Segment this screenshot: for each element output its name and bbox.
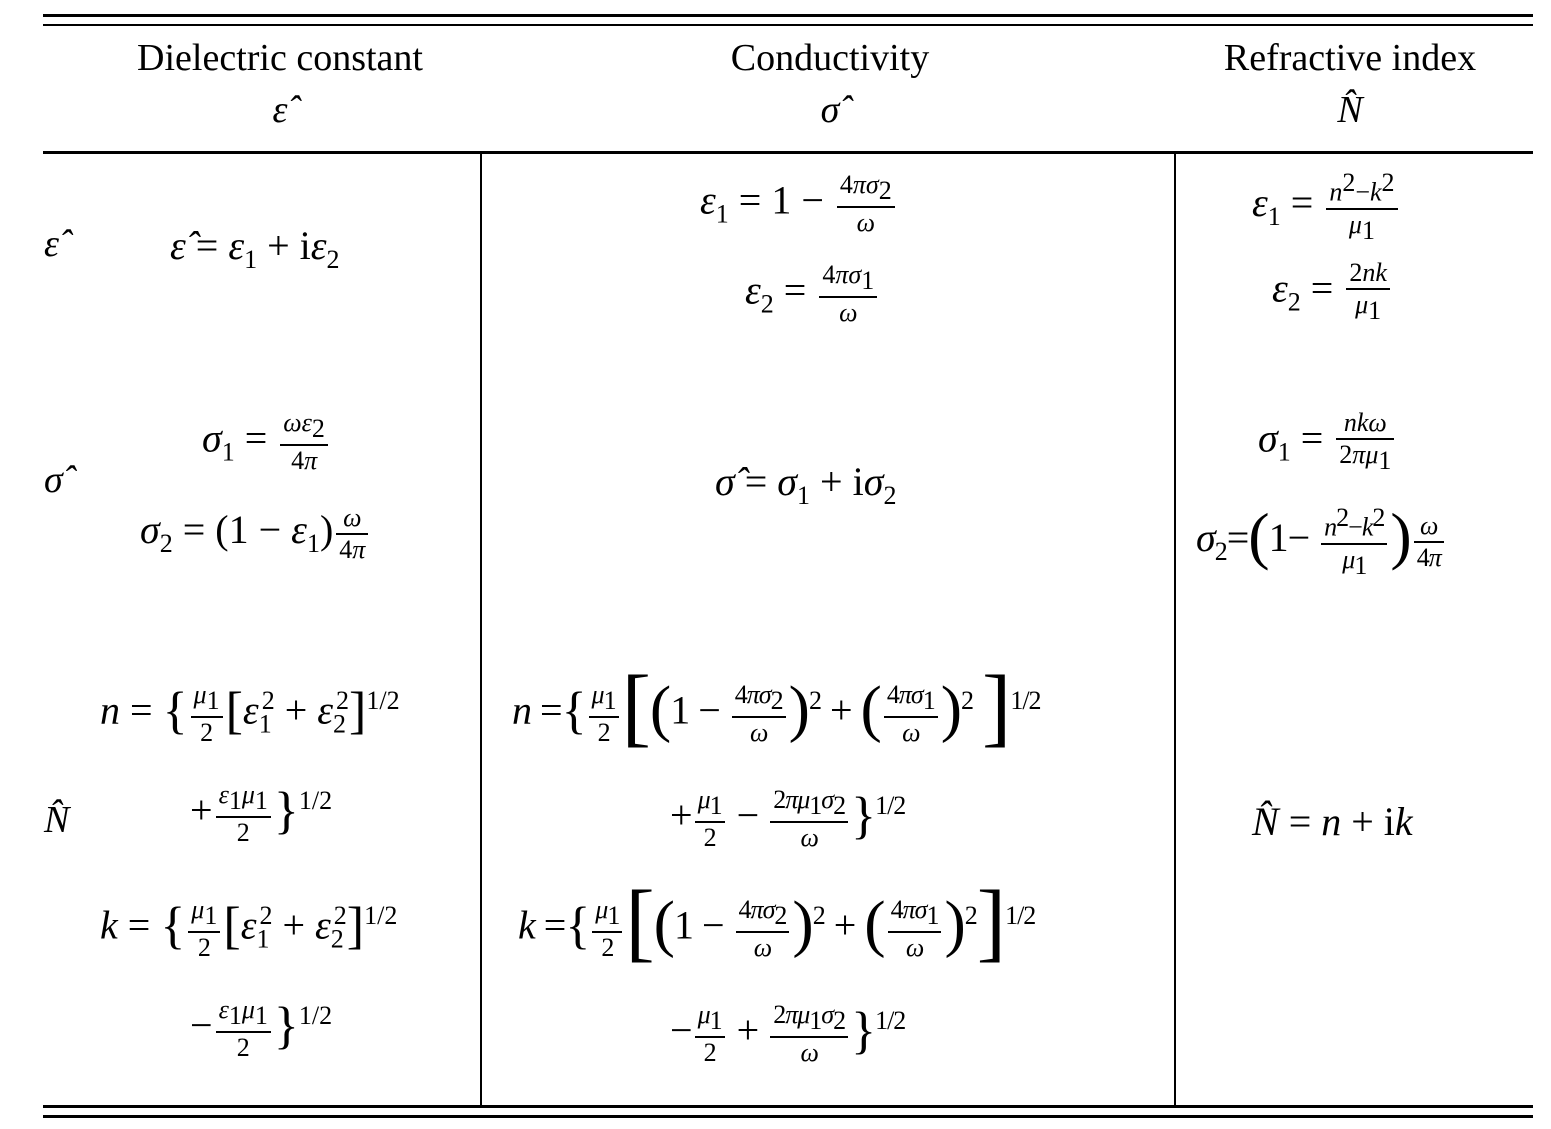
row-label-epsilon: ε̂ [44, 223, 59, 265]
bottom-rule-1 [43, 1105, 1533, 1108]
cell-eps-sigma: $\varepsilon_1 = 1$ − $\frac{4\pi\sigma_2}{\omega}$ $\varepsilon_2$ = $\frac{4\pi\sigma_1}{\omega}$ [700, 170, 898, 328]
cell-sigma-eps: $\sigma_1$ = $\frac{\omega\varepsilon_2}{4\pi}$ $\sigma_2 = (1 - \varepsilon_1)$ $\frac{\omega}{4\pi}$ [140, 408, 371, 565]
top-rule-1 [43, 14, 1533, 17]
cell-N-eps: n = { $\frac{\mu_1}{2}$ $[\varepsilon_1^2 + \varepsilon_2^2]^{1/2}$ + $\frac{\varepsilon_1\mu_1}{2}$ }$^{1/2}$ k = { $\frac{\mu_1}{2}$ $[\varepsilon_1^2 + \varepsilon_2^2]^{1/2}$ − $\frac{\varepsilon_1\mu_1}{2}$ }$^{1/2}$ [100, 680, 400, 1063]
header-title: Conductivity [730, 37, 930, 79]
header-symbol: ε̂ [272, 89, 288, 131]
cell-eps-eps: ε̂ = $\varepsilon_1 + i\varepsilon_2$ [170, 223, 340, 274]
top-rule-2 [43, 24, 1533, 26]
header-dielectric [80, 36, 480, 132]
header-title: Dielectric constant [137, 37, 423, 79]
row-label-sigma: σ̂ [44, 459, 63, 501]
cell-sigma-sigma: σ̂ = $\sigma_1 + i\sigma_2$ [715, 459, 897, 510]
column-divider-1 [480, 153, 482, 1106]
header-refractive [1150, 36, 1550, 132]
column-divider-2 [1174, 153, 1176, 1106]
cell-sigma-N: $\sigma_1$ = $\frac{\text{nkω}}{2\pi\mu_1}$ $\sigma_2=(1-$ $\frac{n^2-k^2}{\mu_1}$ ) $\frac{\omega}{4\pi}$ [1196, 408, 1447, 581]
row-label-N: N̂ [44, 799, 70, 841]
bottom-rule-2 [43, 1115, 1533, 1118]
cell-N-N: N̂ = n + ik [1252, 799, 1413, 844]
cell-eps-N: $\varepsilon_1$ = $\frac{n^2-k^2}{\mu_1}$ $\varepsilon_2$ = $\frac{2nk}{\mu_1}$ [1252, 168, 1401, 326]
cell-N-sigma: n ={ $\frac{\mu_1}{2}$ [(1 − $\frac{4\pi\sigma_2}{\omega}$ )$^2$ + ( $\frac{4\pi\sigma_1}{\omega}$ )$^2$ ]$^{1/2}$ + $\frac{\mu_1}{2}$ − $\frac{2\pi\mu_1\sigma_2}{\omega}$ }$^{1/2}$ k ={ $\frac{\mu_1}{2}$ [(1 − $\frac{4\pi\sigma_2}{\omega}$ )$^2$ + ( $\frac{4\pi\sigma_1}{\omega}$ )$^2$]$^{1/2}$ − $\frac{\mu_1}{2}$ + $\frac{2\pi\mu_1\sigma_2}{\omega}$ }$^{1/2}$ [512, 658, 1041, 1068]
header-conductivity [630, 36, 1030, 132]
header-title: Refractive index [1223, 37, 1477, 79]
header-symbol: σ̂ [820, 89, 840, 131]
header-rule [43, 151, 1533, 154]
header-symbol: N̂ [1337, 89, 1363, 131]
